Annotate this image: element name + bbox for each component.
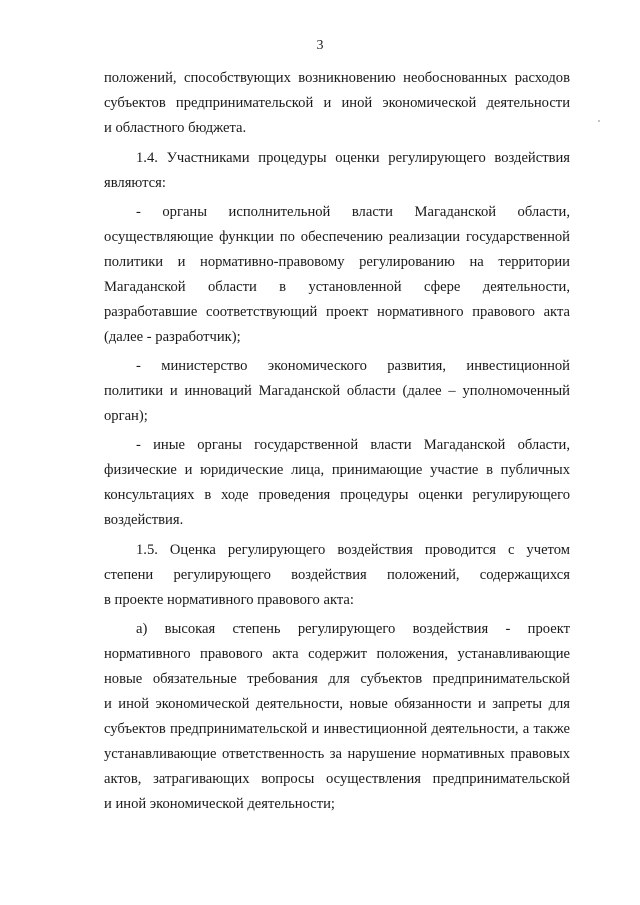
text-line: и иной экономической деятельности; [104,796,335,812]
text-line: и иной экономической деятельности, новые обязанности и запреты для [104,696,570,712]
text-line: политики и нормативно-правовому регулированию на территории [104,254,570,270]
text-line: в проекте нормативного правового акта: [104,592,354,608]
text-line: - иные органы государственной власти Магаданской области, [136,437,570,453]
text-line: - органы исполнительной власти Магаданской области, [136,204,570,220]
page-number: 3 [316,38,324,53]
text-line: и областного бюджета. [104,120,247,136]
text-line: являются: [104,175,166,191]
text-line: физические и юридические лица, принимающие участие в публичных [104,462,570,478]
text-line: а) высокая степень регулирующего воздействия - проект [136,621,570,637]
text-line: (далее - разработчик); [104,329,241,345]
text-line: новые обязательные требования для субъектов предпринимательской [104,671,570,687]
text-line: осуществляющие функции по обеспечению реализации государственной [104,229,570,245]
text-line: политики и инноваций Магаданской области (далее – уполномоченный [104,383,570,399]
text-line: актов, затрагивающих вопросы осуществления предпринимательской [104,771,570,787]
text-line: разработавшие соответствующий проект нормативного правового акта [104,304,570,320]
scan-speck [598,120,600,122]
text-line: консультациях в ходе проведения процедуры оценки регулирующего [104,487,570,503]
text-line: 1.4. Участниками процедуры оценки регулирующего воздействия [136,150,570,166]
text-line: 1.5. Оценка регулирующего воздействия проводится с учетом [136,542,570,558]
text-line: орган); [104,408,148,424]
text-line: нормативного правового акта содержит положения, устанавливающие [104,646,570,662]
text-line: субъектов предпринимательской и иной экономической деятельности [104,95,570,111]
text-line: положений, способствующих возникновению необоснованных расходов [104,70,570,86]
text-line: устанавливающие ответственность за нарушение нормативных правовых [104,746,570,762]
text-line: воздействия. [104,512,184,528]
text-line: степени регулирующего воздействия положений, содержащихся [104,567,570,583]
text-line: субъектов предпринимательской и инвестиционной деятельности, а также [104,721,570,737]
text-line: Магаданской области в установленной сфере деятельности, [104,279,570,295]
text-line: - министерство экономического развития, инвестиционной [136,358,570,374]
